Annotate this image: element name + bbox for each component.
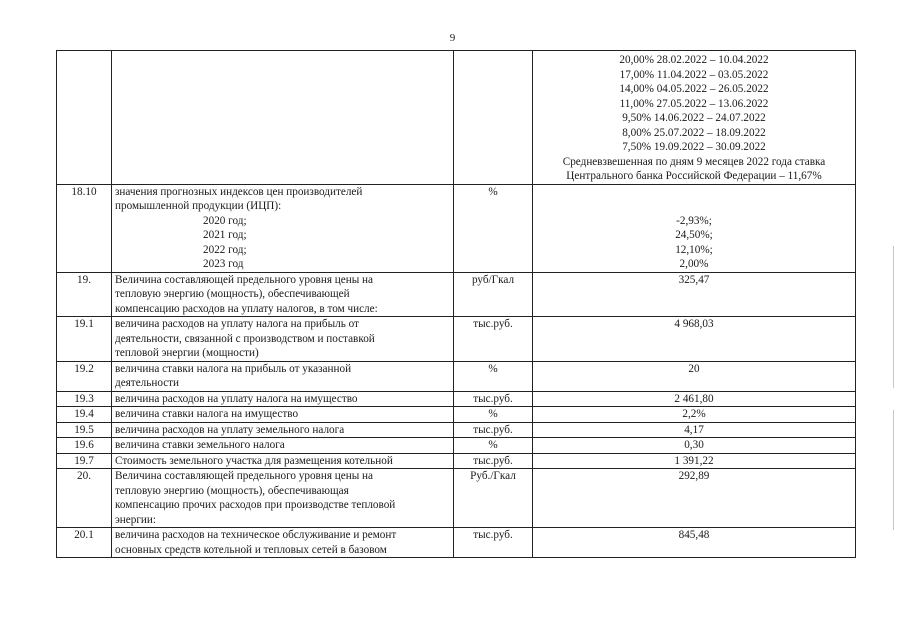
row-number: 19.1 xyxy=(57,317,112,362)
description-line: компенсацию прочих расходов при производстве тепловой xyxy=(115,499,396,511)
page-number: 9 xyxy=(449,32,456,44)
table-row-rates-continuation xyxy=(57,51,856,185)
row-number-cell xyxy=(57,51,112,185)
row-value: 292,89 xyxy=(533,469,856,528)
year-label: 2020 год; xyxy=(203,214,247,227)
table-row-19-5 xyxy=(57,422,856,438)
description-line: Стоимость земельного участка для размещения котельной xyxy=(115,454,393,467)
row-number: 19.5 xyxy=(57,422,112,438)
description-line: компенсацию расходов на уплату налогов, в том числе: xyxy=(115,302,378,315)
row-description xyxy=(112,184,454,272)
row-number: 19.7 xyxy=(57,453,112,469)
year-label: 2022 год; xyxy=(203,243,247,256)
row-description xyxy=(112,528,454,558)
table-row-19-7 xyxy=(57,453,856,469)
table-row-19-6 xyxy=(57,438,856,454)
row-description xyxy=(112,469,454,528)
scan-edge-mark xyxy=(893,410,894,530)
table-row-18-10 xyxy=(57,184,856,272)
rate-line: 11,00% 27.05.2022 – 13.06.2022 xyxy=(619,97,769,110)
row-description xyxy=(112,317,454,362)
row-unit: % xyxy=(454,184,533,272)
description-line: деятельности, связанной с производством и поставкой xyxy=(115,332,375,345)
row-value: 325,47 xyxy=(533,272,856,317)
rate-line: 17,00% 11.04.2022 – 03.05.2022 xyxy=(619,68,769,81)
year-value: -2,93%; xyxy=(676,214,712,227)
year-label: 2021 год; xyxy=(203,229,247,241)
year-label: 2023 год xyxy=(203,258,244,270)
description-line: Величина составляющей предельного уровня цены на xyxy=(115,273,373,286)
table-row-19-1 xyxy=(57,317,856,362)
row-number: 19. xyxy=(57,272,112,317)
table-row-19-2 xyxy=(57,361,856,391)
rate-values-cell xyxy=(533,51,856,185)
row-unit: % xyxy=(454,361,533,391)
table-row-19-4 xyxy=(57,407,856,423)
row-unit: Руб./Гкал xyxy=(454,469,533,528)
description-line: величина расходов на уплату налога на имущество xyxy=(115,392,358,405)
description-line: тепловую энергию (мощность), обеспечивающая xyxy=(115,484,349,497)
row-unit: % xyxy=(454,407,533,423)
description-line: тепловой энергии (мощности) xyxy=(115,347,259,359)
row-value: 20 xyxy=(533,361,856,391)
description-line: величина расходов на техническое обслуживание и ремонт xyxy=(115,529,397,541)
description-line: величина ставки налога на прибыль от указанной xyxy=(115,362,352,375)
row-value: 1 391,22 xyxy=(533,453,856,469)
year-value: 12,10%; xyxy=(675,243,713,256)
row-unit: тыс.руб. xyxy=(454,453,533,469)
row-value: 845,48 xyxy=(533,528,856,558)
row-number: 19.2 xyxy=(57,361,112,391)
row-description xyxy=(112,453,454,469)
description-line: величина расходов на уплату земельного налога xyxy=(115,423,345,436)
table-row-19-3 xyxy=(57,391,856,407)
description-line: основных средств котельной и тепловых сетей в базовом xyxy=(115,543,387,556)
row-unit: тыс.руб. xyxy=(454,317,533,362)
row-value: 2,2% xyxy=(533,407,856,423)
row-number: 20. xyxy=(57,469,112,528)
row-unit: тыс.руб. xyxy=(454,422,533,438)
row-unit: руб/Гкал xyxy=(454,272,533,317)
row-description xyxy=(112,272,454,317)
scan-edge-mark xyxy=(893,246,894,388)
table-row-19 xyxy=(57,272,856,317)
rate-line: 7,50% 19.09.2022 – 30.09.2022 xyxy=(622,141,766,153)
row-description xyxy=(112,438,454,454)
row-description xyxy=(112,391,454,407)
description-line: значения прогнозных индексов цен производителей xyxy=(115,185,363,198)
row-number: 20.1 xyxy=(57,528,112,558)
row-values xyxy=(533,184,856,272)
rate-line: 9,50% 14.06.2022 – 24.07.2022 xyxy=(622,112,766,124)
row-value: 0,30 xyxy=(533,438,856,454)
row-number: 19.6 xyxy=(57,438,112,454)
row-unit: тыс.руб. xyxy=(454,528,533,558)
row-description xyxy=(112,407,454,423)
description-line: энергии: xyxy=(115,513,157,526)
row-description xyxy=(112,422,454,438)
row-value: 2 461,80 xyxy=(533,391,856,407)
row-number: 19.4 xyxy=(57,407,112,423)
row-value: 4 968,03 xyxy=(533,317,856,362)
weighted-rate-line: Средневзвешенная по дням 9 месяцев 2022 года ставка xyxy=(562,155,826,168)
row-unit: % xyxy=(454,438,533,454)
row-unit: тыс.руб. xyxy=(454,391,533,407)
row-description-cell xyxy=(112,51,454,185)
row-number: 19.3 xyxy=(57,391,112,407)
description-line: деятельности xyxy=(115,377,180,389)
table-row-20-1 xyxy=(57,528,856,558)
tariff-table xyxy=(56,50,856,558)
year-value: 2,00% xyxy=(679,258,709,270)
row-unit-cell xyxy=(454,51,533,185)
weighted-rate-line: Центрального банка Российской Федерации – 11,67% xyxy=(566,170,822,182)
rate-line: 8,00% 25.07.2022 – 18.09.2022 xyxy=(622,126,766,139)
row-description xyxy=(112,361,454,391)
rate-line: 20,00% 28.02.2022 – 10.04.2022 xyxy=(619,54,769,66)
description-line: Величина составляющей предельного уровня цены на xyxy=(115,470,373,482)
row-number: 18.10 xyxy=(57,184,112,272)
description-line: тепловую энергию (мощность), обеспечивающей xyxy=(115,288,350,300)
table-row-20 xyxy=(57,469,856,528)
row-value: 4,17 xyxy=(533,422,856,438)
description-line: величина ставки земельного налога xyxy=(115,439,285,451)
rate-line: 14,00% 04.05.2022 – 26.05.2022 xyxy=(619,83,769,95)
description-line: величина расходов на уплату налога на прибыль от xyxy=(115,318,359,330)
description-line: величина ставки налога на имущество xyxy=(115,408,299,420)
year-value: 24,50%; xyxy=(675,229,713,241)
description-line: промышленной продукции (ИЦП): xyxy=(115,200,282,212)
